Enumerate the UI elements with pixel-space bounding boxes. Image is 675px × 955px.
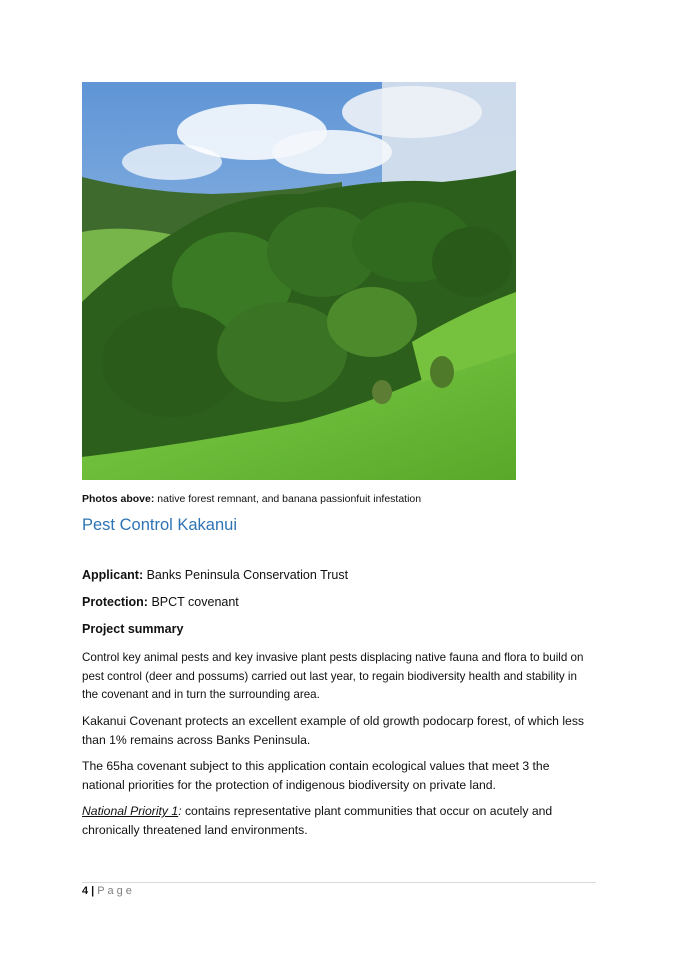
protection-line <box>82 593 592 611</box>
page-word: Page <box>97 885 135 897</box>
page-separator: | <box>91 885 95 897</box>
applicant-label: Applicant: <box>82 568 144 582</box>
protection-label: Protection: <box>82 595 148 609</box>
forest-photo <box>82 82 516 480</box>
section-heading: Pest Control Kakanui <box>82 516 238 534</box>
summary-label: Project summary <box>82 622 184 636</box>
applicant-line <box>82 566 592 584</box>
priority-colon: : <box>178 804 182 818</box>
priority-text: contains representative plant communities that occur on acutely and chronically threatened land environments. <box>82 804 553 837</box>
footer-divider <box>82 882 596 883</box>
caption-label: Photos above: <box>82 493 155 505</box>
values-paragraph: The 65ha covenant subject to this application contain ecological values that meet 3 the national priorities for the protection of indigenous biodiversity on private land. <box>82 759 550 792</box>
caption-text: native forest remnant, and banana passionfuit infestation <box>154 493 422 505</box>
protection-value: BPCT covenant <box>147 595 239 609</box>
page-number: 4 <box>82 885 89 897</box>
priority-label: National Priority 1 <box>82 804 179 818</box>
page-footer <box>82 885 135 897</box>
forest-photo-image <box>82 82 516 480</box>
priority-paragraph <box>82 802 587 839</box>
covenant-paragraph: Kakanui Covenant protects an excellent example of old growth podocarp forest, of which less than 1% remains across Banks Peninsula. <box>82 714 585 747</box>
applicant-value: Banks Peninsula Conservation Trust <box>143 568 349 582</box>
summary-heading <box>82 620 592 638</box>
photo-caption <box>82 492 602 506</box>
summary-paragraph: Control key animal pests and key invasive plant pests displacing native fauna and flora to build on pest control (deer and possums) carried out last year, to regain biodiversity health and stability in the covenant and in turn the surrounding area. <box>82 651 584 701</box>
